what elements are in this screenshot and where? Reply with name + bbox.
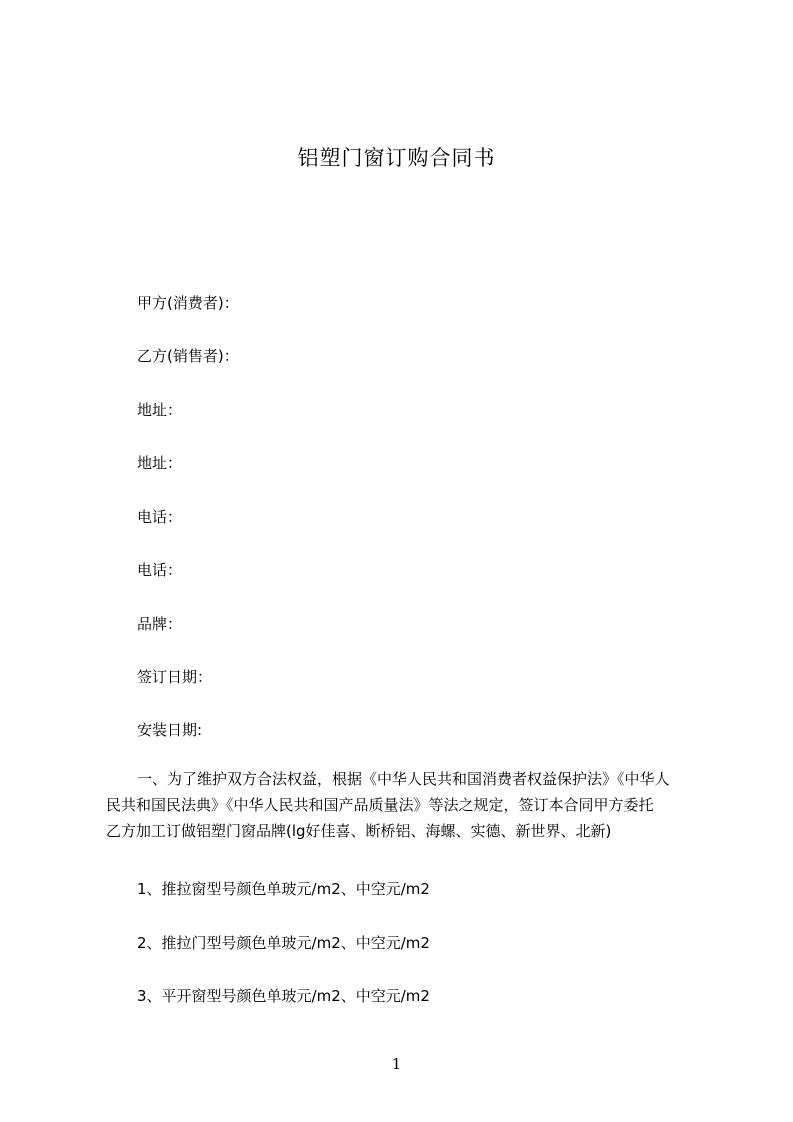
item-casement-sliding-window: 1、推拉窗型号颜色单玻元/m2、中空元/m2 xyxy=(137,880,430,898)
address-field-a: 地址： xyxy=(137,401,183,419)
party-b-field: 乙方(销售者)： xyxy=(137,347,239,365)
document-title: 铝塑门窗订购合同书 xyxy=(297,146,496,170)
clause-one-line: 民共和国民法典》《中华人民共和国产品质量法》等法之规定，签订本合同甲方委托 xyxy=(106,796,654,814)
signing-date-field: 签订日期： xyxy=(137,668,213,686)
brand-field: 品牌： xyxy=(137,615,183,633)
page-number: 1 xyxy=(391,1055,402,1073)
party-a-field: 甲方(消费者)： xyxy=(137,294,239,312)
phone-field-b: 电话： xyxy=(137,561,183,579)
clause-one-paragraph xyxy=(106,766,706,844)
address-field-b: 地址： xyxy=(137,454,183,472)
clause-one-line: 一、为了维护双方合法权益，根据《中华人民共和国消费者权益保护法》《中华人 xyxy=(137,770,670,788)
item-casement-window: 3、平开窗型号颜色单玻元/m2、中空元/m2 xyxy=(137,987,430,1005)
installation-date-field: 安装日期: xyxy=(137,721,203,739)
phone-field-a: 电话： xyxy=(137,508,183,526)
item-sliding-door: 2、推拉门型号颜色单玻元/m2、中空元/m2 xyxy=(137,934,430,952)
clause-one-line: 乙方加工订做铝塑门窗品牌(lg好佳喜、断桥铝、海螺、实德、新世界、北新) xyxy=(106,822,612,840)
